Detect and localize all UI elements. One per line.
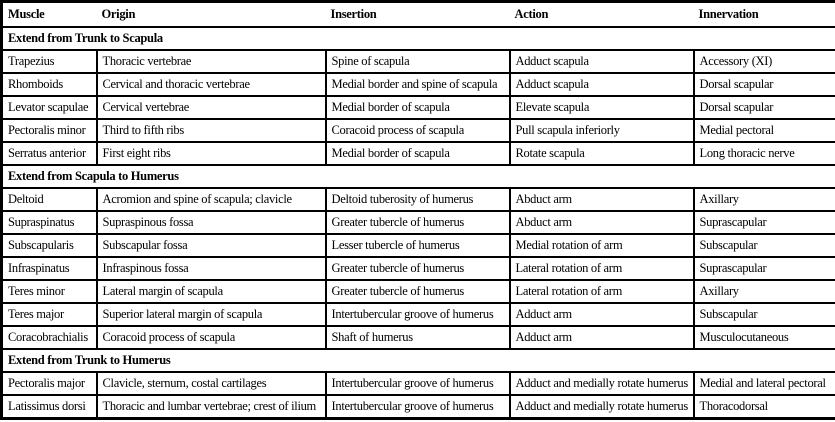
muscle-cell: Rhomboids: [2, 73, 97, 96]
insertion-cell: Shaft of humerus: [326, 326, 510, 349]
innervation-cell: Axillary: [694, 188, 835, 211]
muscle-cell: Supraspinatus: [2, 211, 97, 234]
action-cell: Medial rotation of arm: [510, 234, 694, 257]
action-cell: Adduct and medially rotate humerus: [510, 395, 694, 419]
action-cell: Adduct scapula: [510, 73, 694, 96]
table-row: [2, 395, 835, 419]
table-row: [2, 211, 835, 234]
section-header-row: [2, 165, 835, 188]
muscle-cell: Teres minor: [2, 280, 97, 303]
section-header-row: [2, 349, 835, 372]
action-cell: Lateral rotation of arm: [510, 257, 694, 280]
action-cell: Abduct arm: [510, 188, 694, 211]
insertion-cell: Medial border of scapula: [326, 96, 510, 119]
innervation-cell: Subscapular: [694, 303, 835, 326]
origin-cell: Supraspinous fossa: [97, 211, 326, 234]
origin-cell: Third to fifth ribs: [97, 119, 326, 142]
innervation-cell: Medial and lateral pectoral: [694, 372, 835, 395]
table-row: [2, 73, 835, 96]
origin-cell: Coracoid process of scapula: [97, 326, 326, 349]
action-cell: Adduct arm: [510, 303, 694, 326]
innervation-cell: Medial pectoral: [694, 119, 835, 142]
muscle-cell: Pectoralis major: [2, 372, 97, 395]
origin-cell: Lateral margin of scapula: [97, 280, 326, 303]
origin-cell: Cervical vertebrae: [97, 96, 326, 119]
origin-cell: Thoracic vertebrae: [97, 50, 326, 73]
innervation-cell: Accessory (XI): [694, 50, 835, 73]
action-cell: Rotate scapula: [510, 142, 694, 165]
table-row: [2, 96, 835, 119]
innervation-cell: Suprascapular: [694, 257, 835, 280]
insertion-cell: Greater tubercle of humerus: [326, 280, 510, 303]
table-row: [2, 280, 835, 303]
innervation-cell: Dorsal scapular: [694, 96, 835, 119]
action-cell: Adduct arm: [510, 326, 694, 349]
origin-cell: Subscapular fossa: [97, 234, 326, 257]
action-cell: Pull scapula inferiorly: [510, 119, 694, 142]
insertion-cell: Deltoid tuberosity of humerus: [326, 188, 510, 211]
table-row: [2, 303, 835, 326]
innervation-cell: Suprascapular: [694, 211, 835, 234]
section-title: Extend from Scapula to Humerus: [2, 165, 835, 188]
table-row: [2, 372, 835, 395]
insertion-cell: Spine of scapula: [326, 50, 510, 73]
insertion-cell: Intertubercular groove of humerus: [326, 395, 510, 419]
action-cell: Lateral rotation of arm: [510, 280, 694, 303]
action-cell: Elevate scapula: [510, 96, 694, 119]
insertion-cell: Intertubercular groove of humerus: [326, 372, 510, 395]
column-header-action: Action: [510, 2, 694, 28]
section-header-row: [2, 27, 835, 50]
table-row: [2, 326, 835, 349]
column-header-insertion: Insertion: [326, 2, 510, 28]
column-header-muscle: Muscle: [2, 2, 97, 28]
table-row: [2, 234, 835, 257]
header-row: [2, 2, 835, 28]
column-header-innervation: Innervation: [694, 2, 835, 28]
table-row: [2, 142, 835, 165]
muscle-cell: Subscapularis: [2, 234, 97, 257]
origin-cell: Cervical and thoracic vertebrae: [97, 73, 326, 96]
muscle-cell: Teres major: [2, 303, 97, 326]
table-row: [2, 119, 835, 142]
muscle-cell: Trapezius: [2, 50, 97, 73]
muscle-cell: Latissimus dorsi: [2, 395, 97, 419]
origin-cell: Acromion and spine of scapula; clavicle: [97, 188, 326, 211]
section-title: Extend from Trunk to Scapula: [2, 27, 835, 50]
insertion-cell: Lesser tubercle of humerus: [326, 234, 510, 257]
muscle-cell: Pectoralis minor: [2, 119, 97, 142]
origin-cell: Thoracic and lumbar vertebrae; crest of ilium: [97, 395, 326, 419]
muscle-cell: Deltoid: [2, 188, 97, 211]
table-row: [2, 257, 835, 280]
insertion-cell: Greater tubercle of humerus: [326, 257, 510, 280]
innervation-cell: Dorsal scapular: [694, 73, 835, 96]
innervation-cell: Musculocutaneous: [694, 326, 835, 349]
innervation-cell: Long thoracic nerve: [694, 142, 835, 165]
insertion-cell: Coracoid process of scapula: [326, 119, 510, 142]
origin-cell: Clavicle, sternum, costal cartilages: [97, 372, 326, 395]
column-header-origin: Origin: [97, 2, 326, 28]
action-cell: Adduct and medially rotate humerus: [510, 372, 694, 395]
action-cell: Adduct scapula: [510, 50, 694, 73]
origin-cell: Infraspinous fossa: [97, 257, 326, 280]
muscle-cell: Coracobrachialis: [2, 326, 97, 349]
insertion-cell: Medial border of scapula: [326, 142, 510, 165]
action-cell: Abduct arm: [510, 211, 694, 234]
muscle-cell: Infraspinatus: [2, 257, 97, 280]
section-title: Extend from Trunk to Humerus: [2, 349, 835, 372]
innervation-cell: Axillary: [694, 280, 835, 303]
muscle-cell: Serratus anterior: [2, 142, 97, 165]
insertion-cell: Greater tubercle of humerus: [326, 211, 510, 234]
innervation-cell: Thoracodorsal: [694, 395, 835, 419]
insertion-cell: Medial border and spine of scapula: [326, 73, 510, 96]
insertion-cell: Intertubercular groove of humerus: [326, 303, 510, 326]
table-row: [2, 50, 835, 73]
origin-cell: First eight ribs: [97, 142, 326, 165]
origin-cell: Superior lateral margin of scapula: [97, 303, 326, 326]
innervation-cell: Subscapular: [694, 234, 835, 257]
table-row: [2, 188, 835, 211]
table-body: [2, 27, 835, 419]
muscle-cell: Levator scapulae: [2, 96, 97, 119]
